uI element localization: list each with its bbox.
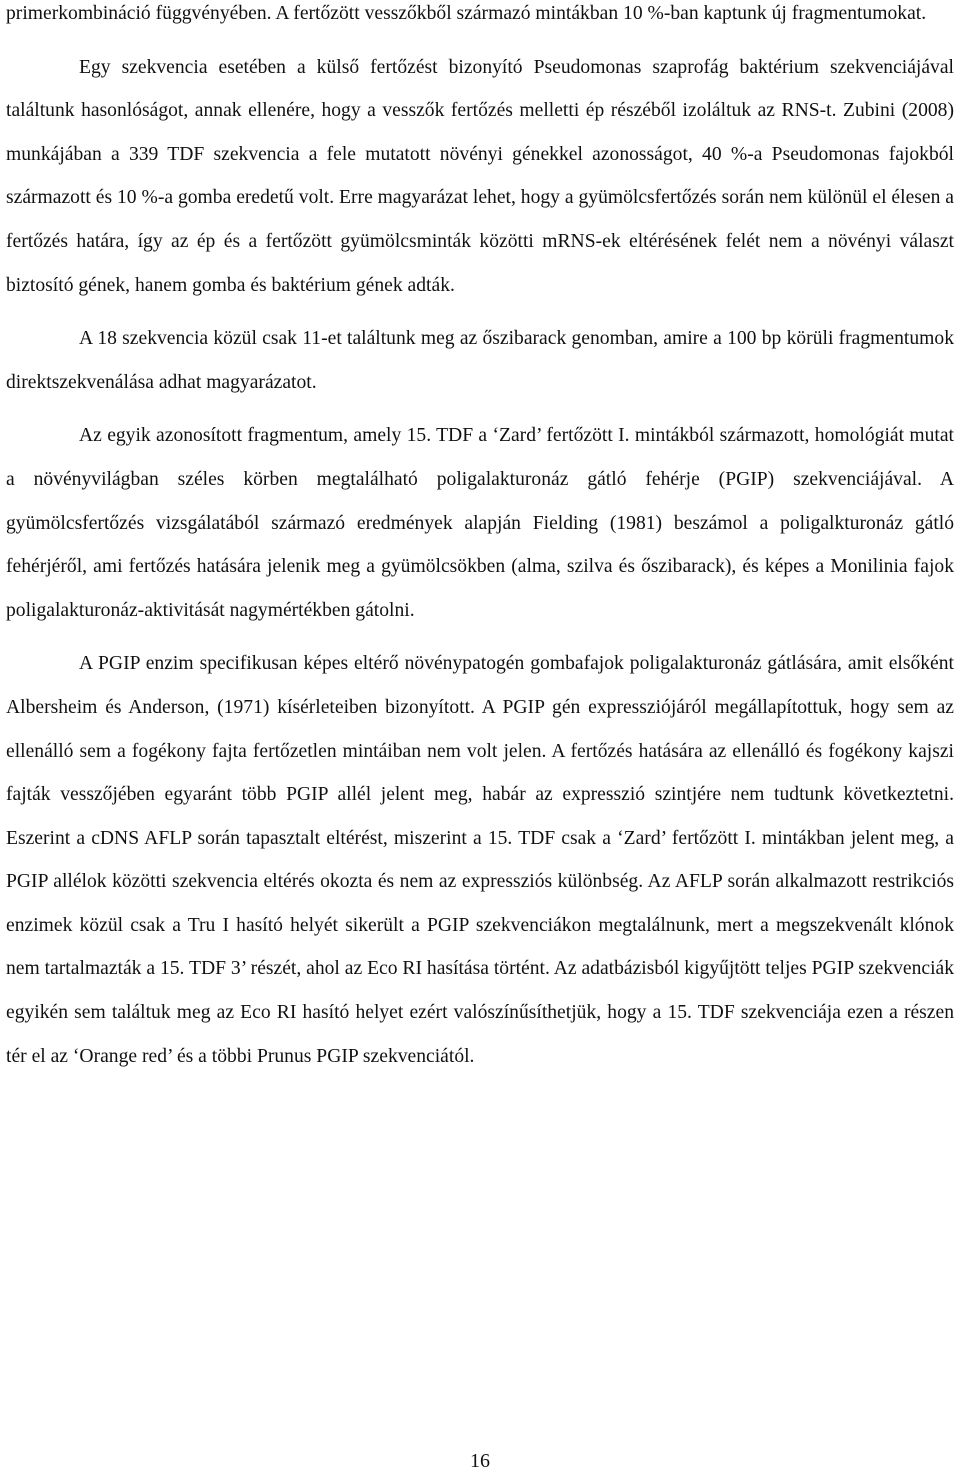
page-number: 16 (470, 1450, 490, 1472)
paragraph-4: Az egyik azonosított fragmentum, amely 15. TDF a ‘Zard’ fertőzött I. mintákból származott, homológiát mutat a növényvilágban széles körben megtalálható poligalakturonáz gátló fehérje (PGIP) szekvenciájával. A gyümölcsfertőzés vizsgálatából származó eredmények alapján Fielding (1981) beszámol a poligalkturonáz gátló fehérjéről, ami fertőzés hatására jelenik meg a gyümölcsökben (alma, szilva és őszibarack), és képes a Monilinia fajok poligalakturonáz-aktivitását nagymértékben gátolni. (6, 425, 954, 621)
paragraph-3: A 18 szekvencia közül csak 11-et találtunk meg az őszibarack genomban, amire a 100 bp körüli fragmentumok direktszekvenálása adhat magyarázatot. (6, 328, 954, 393)
paragraph-5: A PGIP enzim specifikusan képes eltérő növénypatogén gombafajok poligalakturonáz gátlására, amit elsőként Albersheim és Anderson, (1971) kísérleteiben bizonyított. A PGIP gén expressziójáról megállapítottuk, hogy sem az ellenálló sem a fogékony fajta fertőzetlen mintáiban nem volt jelen. A fertőzés hatására az ellenálló és fogékony kajszi fajták vesszőjében egyaránt több PGIP allél jelent meg, habár az expresszió szintjére nem tudtunk következtetni. Eszerint a cDNS AFLP során tapasztalt eltérést, miszerint a 15. TDF csak a ‘Zard’ fertőzött I. mintákban jelent meg, a PGIP allélok közötti szekvencia eltérés okozta és nem az expressziós különbség. Az AFLP során alkalmazott restrikciós enzimek közül csak a Tru I hasító helyét sikerült a PGIP szekvenciákon megtalálnunk, mert a megszekvenált klónok nem tartalmazták a 15. TDF 3’ részét, ahol az Eco RI hasítása történt. Az adatbázisból kigyűjtött teljes PGIP szekvenciák egyikén sem találtuk meg az Eco RI hasító helyet ezért valószínűsíthetjük, hogy a 15. TDF szekvenciája ezen a részen tér el az ‘Orange red’ és a többi Prunus PGIP szekvenciától. (6, 653, 955, 1067)
paragraph-1: primerkombináció függvényében. A fertőzött vesszőkből származó mintákban 10 %-ban kaptunk új fragmentumokat. (6, 3, 927, 24)
document-page (6, 0, 954, 1078)
paragraph-2: Egy szekvencia esetében a külső fertőzést bizonyító Pseudomonas szaprofág baktérium szekvenciájával találtunk hasonlóságot, annak ellenére, hogy a vesszők fertőzés melletti ép részéből izoláltuk az RNS-t. Zubini (2008) munkájában a 339 TDF szekvencia a fele mutatott növényi génekkel azonosságot, 40 %-a Pseudomonas fajokból származott és 10 %-a gomba eredetű volt. Erre magyarázat lehet, hogy a gyümölcsfertőzés során nem különül el élesen a fertőzés határa, így az ép és a fertőzött gyümölcsminták közötti mRNS-ek eltérésének felét nem a növényi választ biztosító gének, hanem gomba és baktérium gének adták. (6, 56, 954, 296)
